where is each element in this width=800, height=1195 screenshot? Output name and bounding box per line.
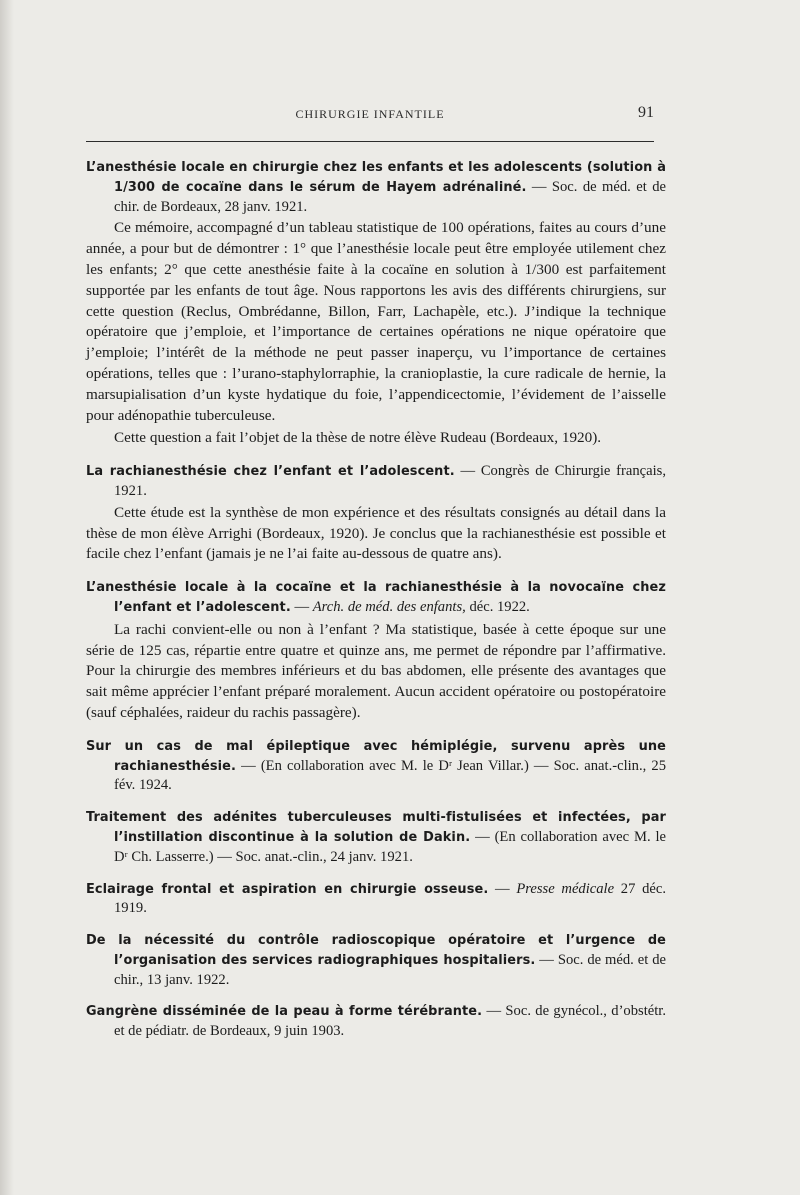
- journal-title: Arch. de méd. des enfants,: [312, 598, 466, 615]
- entry-source: — Soc. de méd. et de chir., 13 janv. 1922.: [114, 951, 666, 988]
- entry-heading: [86, 808, 666, 866]
- journal-title: Presse médicale: [516, 880, 615, 897]
- header-rule: [86, 141, 654, 142]
- entry-title: L’anesthésie locale en chirurgie chez les enfants et les adolescents (solution à 1/300 de cocaïne dans le sérum de Hayem adrénaliné.: [86, 160, 666, 195]
- entry-source-suffix: déc. 1922.: [465, 598, 530, 615]
- entry-source-suffix: 27 déc. 1919.: [114, 880, 666, 917]
- entry-title: Traitement des adénites tuberculeuses multi-fistulisées et infectées, par l’instillation discontinue à la solution de Dakin.: [86, 810, 666, 845]
- entry-heading: [86, 462, 666, 501]
- entry-source: — (En collaboration avec M. le Dʳ Jean Villar.) — Soc. anat.-clin., 25 fév. 1924.: [114, 757, 666, 794]
- entry-title: L’anesthésie locale à la cocaïne et la rachianesthésie à la novocaïne chez l’enfant et l’adolescent.: [86, 580, 666, 615]
- bibliography-entry: [86, 462, 666, 565]
- entry-heading: [86, 1002, 666, 1041]
- running-head-title: CHIRURGIE INFANTILE: [295, 107, 445, 121]
- entry-paragraph: Ce mémoire, accompagné d’un tableau statistique de 100 opérations, faites au cours d’une année, a pour but de démontrer : 1° que l’anesthésie locale peut être employée utilement chez les enfants; 2° que cette anesthésie faite à la cocaïne en solution à 1/300 est parfaitement supportée par les enfants de tout âge. Nous rapportons les avis des différents chirurgiens, sur cette question (Reclus, Ombrédanne, Billon, Farr, Lachapèle, etc.). J’indique la technique opératoire que j’emploie, et l’importance de certaines opérations ne nique opératoire que j’emploie; l’intérêt de la méthode ne peut passer inaperçu, vu l’importance de certaines opérations, telles que : l’urano-staphylorraphie, la cranioplastie, la cure radicale de hernie, la marsupialisation d’un kyste hydatique du foie, l’appendicectomie, l’évidement de l’aisselle pour adénopathie tuberculeuse.: [86, 219, 666, 424]
- bibliography-entry: [86, 158, 666, 449]
- entry-source: — (En collaboration avec M. le Dʳ Ch. Lasserre.) — Soc. anat.-clin., 24 janv. 1921.: [114, 828, 666, 865]
- bibliography-entry: [86, 880, 666, 919]
- bibliography-entry: [86, 1002, 666, 1041]
- entry-source: — Soc. de méd. et de chir. de Bordeaux, 28 janv. 1921.: [114, 178, 666, 215]
- bibliography-entry: [86, 737, 666, 795]
- entry-source: — Soc. de gynécol., d’obstétr. et de pédiatr. de Bordeaux, 9 juin 1903.: [114, 1003, 666, 1040]
- running-head: [86, 104, 654, 128]
- entry-paragraph: Cette étude est la synthèse de mon expérience et des résultats consignés au détail dans la thèse de mon élève Arrighi (Bordeaux, 1920). Je conclus que la rachianesthésie est possible et facile chez l’enfant (jamais je ne l’ai faite au-dessous de quatre ans).: [86, 503, 666, 563]
- entry-title: Sur un cas de mal épileptique avec hémiplégie, survenu après une rachianesthésie.: [86, 738, 666, 774]
- entry-heading: [86, 578, 666, 618]
- bibliography-entry: [86, 808, 666, 866]
- entry-heading: [86, 737, 666, 795]
- entry-paragraph: Cette question a fait l’objet de la thèse de notre élève Rudeau (Bordeaux, 1920).: [114, 429, 602, 447]
- bibliography-entry: [86, 931, 666, 989]
- bibliography-list: [86, 158, 666, 1054]
- entry-heading: [86, 158, 666, 216]
- entry-heading: [86, 880, 666, 919]
- scan-shadow: [0, 0, 14, 1195]
- entry-source-prefix: —: [290, 598, 313, 615]
- page-number: 91: [638, 104, 654, 121]
- entry-heading: [86, 931, 666, 989]
- entry-title: La rachianesthésie chez l’enfant et l’adolescent.: [86, 464, 455, 480]
- entry-source-prefix: —: [488, 880, 517, 897]
- entry-title: Eclairage frontal et aspiration en chirurgie osseuse.: [86, 881, 489, 897]
- entry-title: De la nécessité du contrôle radioscopique opératoire et l’urgence de l’organisation des services radiographiques hospitaliers.: [86, 933, 666, 968]
- entry-paragraph: La rachi convient-elle ou non à l’enfant ? Ma statistique, basée à cette époque sur une série de 125 cas, répartie entre quatre et quinze ans, me permet de répondre par l’affirmative. Pour la chirurgie des membres inférieurs et du bas abdomen, elle présente des avantages que sait même apprécier l’enfant préparé moralement. Aucun accident opératoire ou postopératoire (sauf céphalées, raideur du rachis passagère).: [86, 620, 666, 721]
- bibliography-entry: [86, 578, 666, 724]
- entry-title: Gangrène disséminée de la peau à forme térébrante.: [86, 1004, 483, 1020]
- entry-source: — Congrès de Chirurgie français, 1921.: [114, 463, 666, 499]
